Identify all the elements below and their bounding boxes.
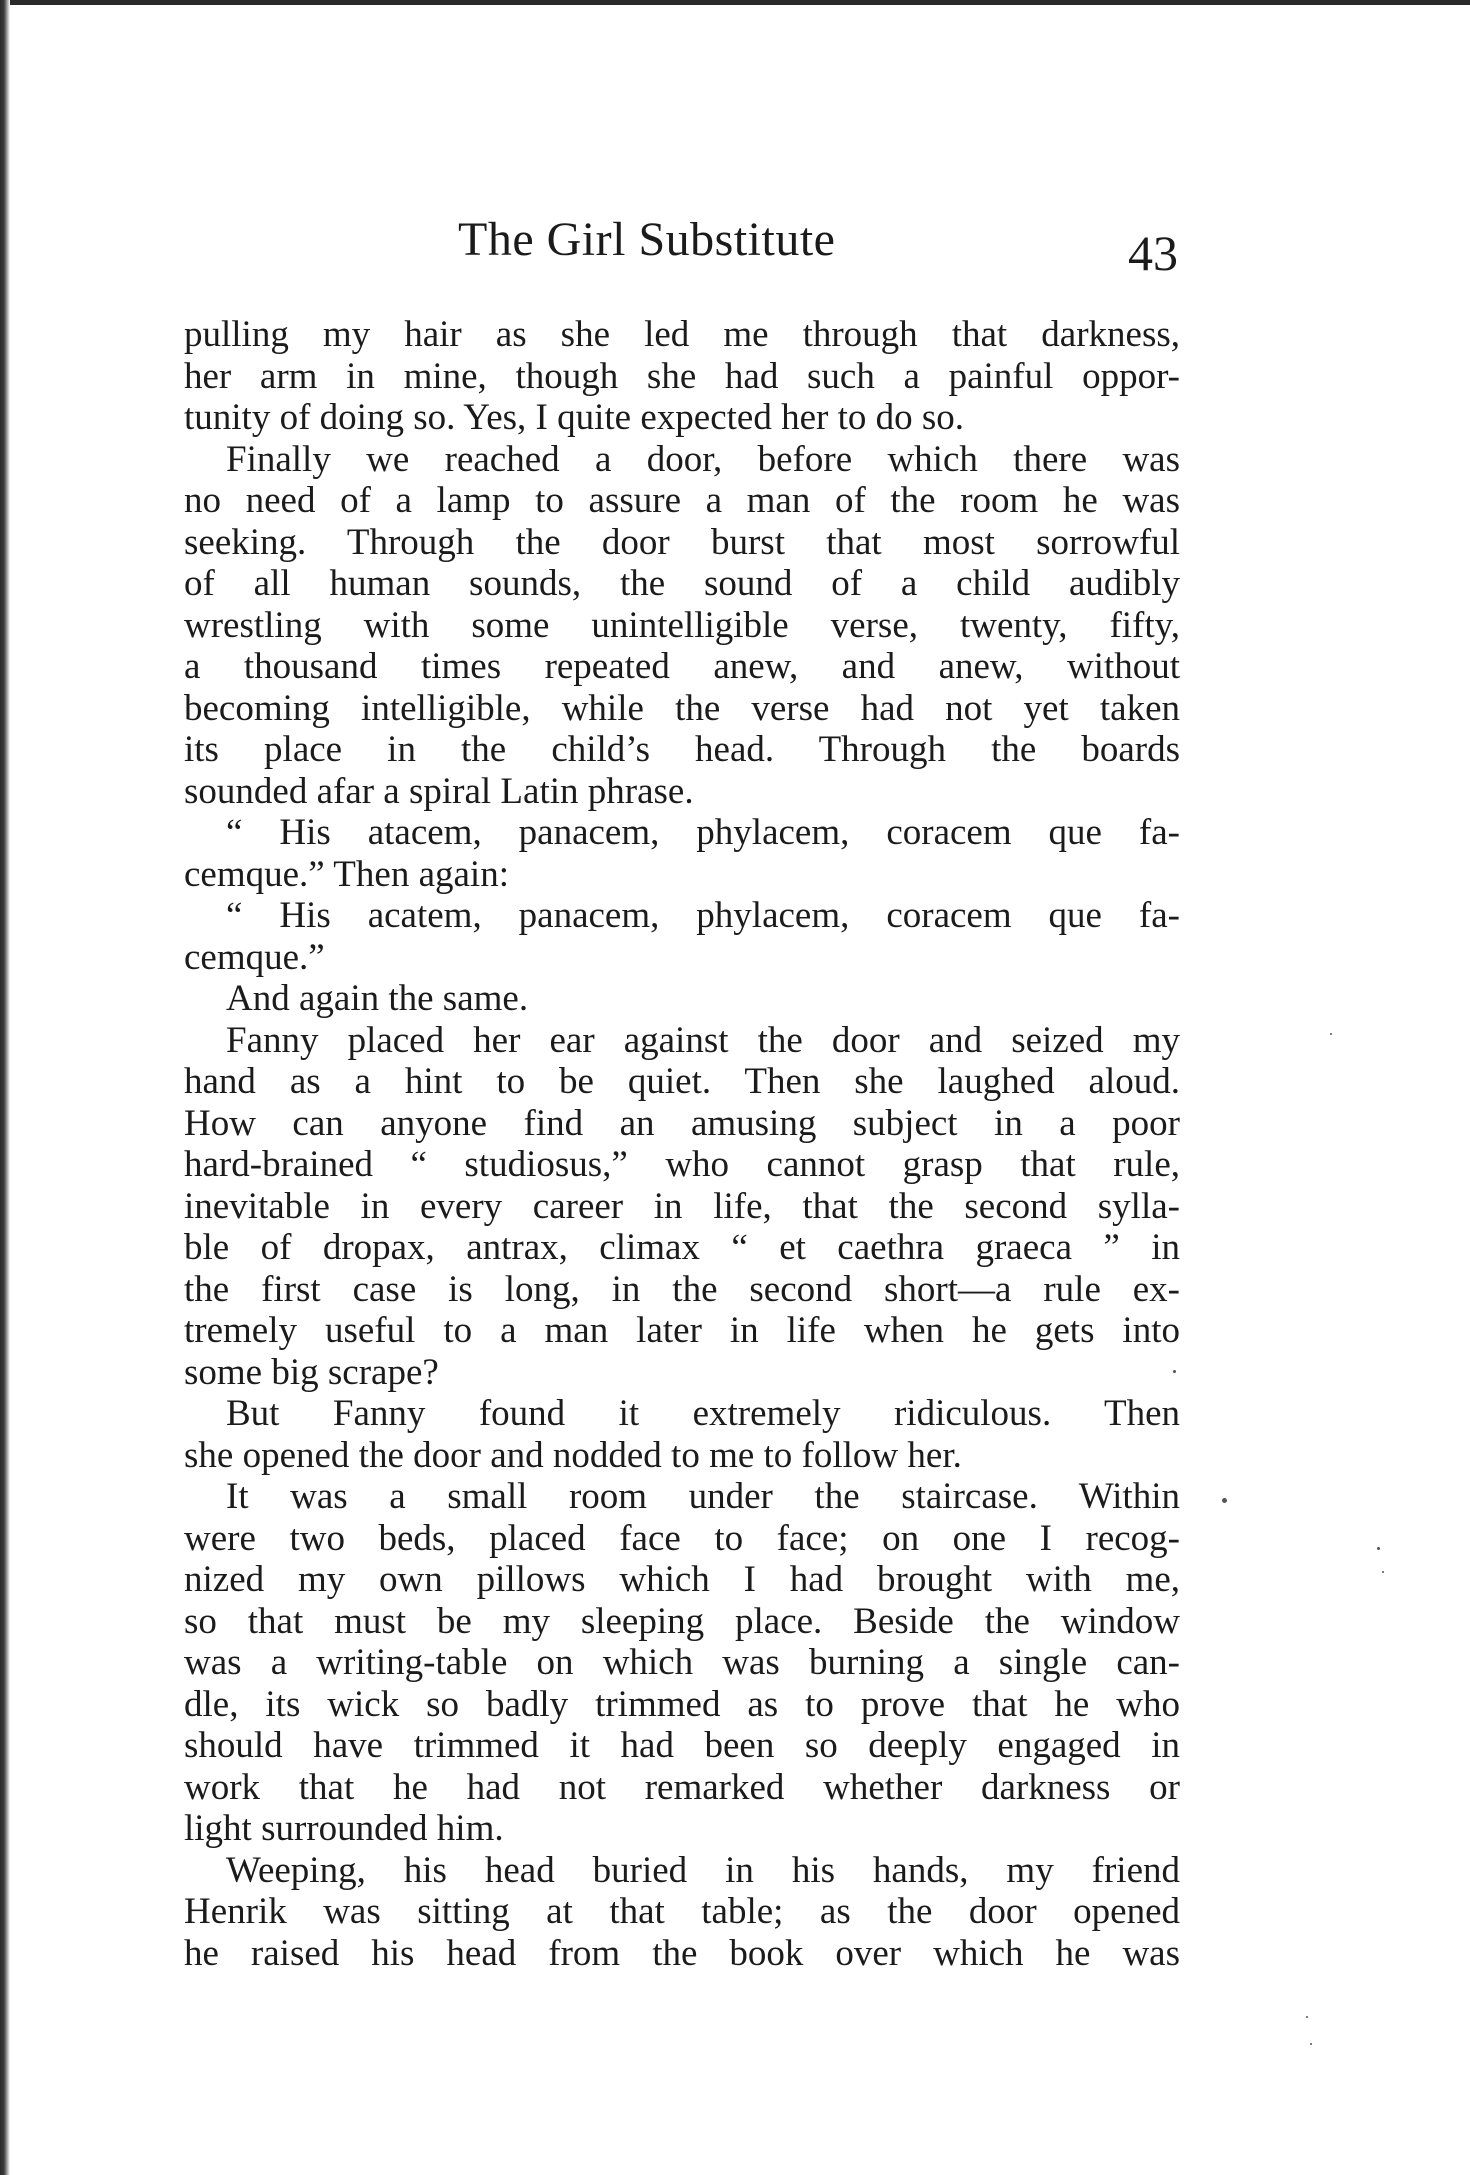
text-line: her arm in mine, though she had such a painful oppor- <box>184 355 1180 397</box>
text-line: light surrounded him. <box>184 1808 504 1849</box>
text-line: hard-brained “ studiosus,” who cannot grasp that rule, <box>184 1144 1180 1185</box>
text-line: its place in the child’s head. Through the boards <box>184 729 1180 770</box>
text-line: inevitable in every career in life, that the second sylla- <box>184 1185 1180 1227</box>
text-line: he raised his head from the book over which he was <box>184 1932 1180 1974</box>
text-line: It was a small room under the staircase. Within <box>226 1476 1180 1517</box>
text-line: ble of dropax, antrax, climax “ et caethra graeca ” in <box>184 1227 1180 1268</box>
scan-speck <box>1382 1571 1384 1573</box>
scan-speck <box>1330 1033 1332 1035</box>
page-number: 43 <box>1128 225 1178 281</box>
text-line: “ His atacem, panacem, phylacem, coracem que fa- <box>226 812 1180 853</box>
text-line: “ His acatem, panacem, phylacem, coracem que fa- <box>226 895 1180 936</box>
text-line: should have trimmed it had been so deeply engaged in <box>184 1725 1180 1766</box>
text-line: she opened the door and nodded to me to follow her. <box>184 1434 962 1476</box>
text-line: But Fanny found it extremely ridiculous. Then <box>226 1393 1180 1434</box>
text-line: dle, its wick so badly trimmed as to prove that he who <box>184 1683 1180 1725</box>
text-line: becoming intelligible, while the verse had not yet taken <box>184 687 1180 729</box>
text-line: some big scrape? <box>184 1351 439 1393</box>
scan-speck <box>1173 1370 1176 1373</box>
text-line: were two beds, placed face to face; on one I recog- <box>184 1517 1180 1559</box>
text-line: hand as a hint to be quiet. Then she laughed aloud. <box>184 1061 1180 1102</box>
text-line: pulling my hair as she led me through that darkness, <box>184 314 1180 355</box>
running-head-title: The Girl Substitute <box>458 213 836 266</box>
text-line: How can anyone find an amusing subject in a poor <box>184 1102 1180 1144</box>
scan-speck <box>1310 2043 1312 2045</box>
text-line: the first case is long, in the second short—a rule ex- <box>184 1268 1180 1310</box>
text-line: Finally we reached a door, before which there was <box>226 438 1180 480</box>
text-line: nized my own pillows which I had brought with me, <box>184 1559 1180 1600</box>
scan-left-edge <box>0 0 10 2175</box>
text-line: tremely useful to a man later in life when he gets into <box>184 1310 1180 1351</box>
text-line: And again the same. <box>226 978 529 1019</box>
text-line: Weeping, his head buried in his hands, my friend <box>226 1849 1180 1891</box>
text-line: no need of a lamp to assure a man of the room he was <box>184 480 1180 521</box>
text-line: cemque.” <box>184 936 325 978</box>
text-line: so that must be my sleeping place. Beside the window <box>184 1600 1180 1642</box>
text-line: wrestling with some unintelligible verse, twenty, fifty, <box>184 604 1180 646</box>
text-line: was a writing-table on which was burning a single can- <box>184 1642 1180 1683</box>
text-line: of all human sounds, the sound of a child audibly <box>184 563 1180 604</box>
scan-speck <box>1306 2016 1308 2018</box>
scan-speck <box>1377 1547 1380 1550</box>
scan-speck <box>1222 1498 1227 1503</box>
text-line: sounded afar a spiral Latin phrase. <box>184 770 694 812</box>
text-line: tunity of doing so. Yes, I quite expected her to do so. <box>184 397 964 438</box>
text-line: seeking. Through the door burst that most sorrowful <box>184 521 1180 563</box>
text-line: Henrik was sitting at that table; as the door opened <box>184 1891 1180 1932</box>
text-line: Fanny placed her ear against the door and seized my <box>226 1019 1180 1061</box>
text-line: a thousand times repeated anew, and anew, without <box>184 646 1180 687</box>
body-text <box>184 314 1180 1974</box>
scan-top-edge <box>0 0 1470 5</box>
text-line: cemque.” Then again: <box>184 853 509 895</box>
text-line: work that he had not remarked whether darkness or <box>184 1766 1180 1808</box>
